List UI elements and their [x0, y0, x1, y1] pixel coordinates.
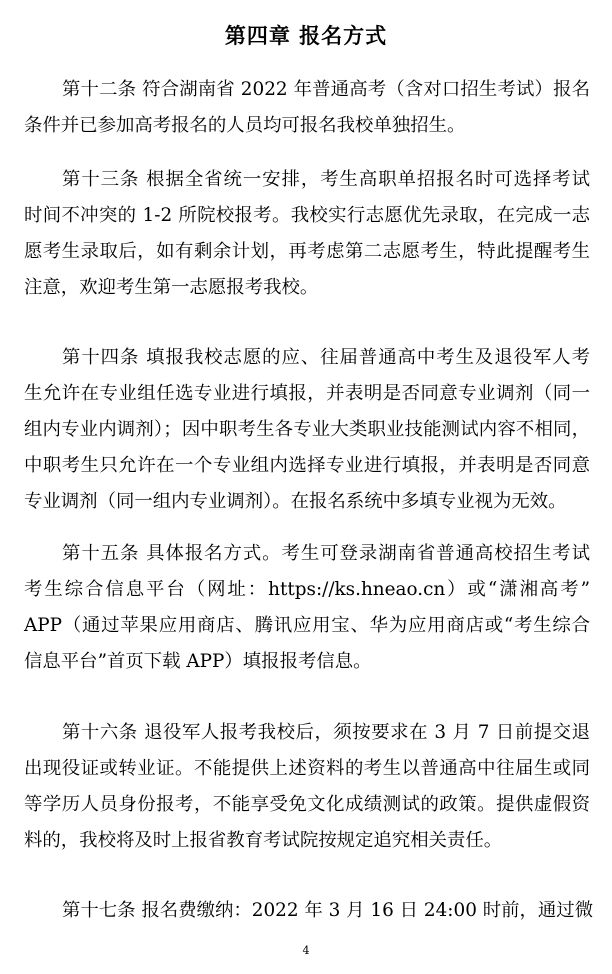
article-13 — [24, 162, 590, 306]
article-line: 第十五条 具体报名方式。考生可登录湖南省普通高校招生考试 — [62, 543, 590, 564]
page-number: 4 — [302, 944, 310, 957]
article-line: 第十七条 报名费缴纳：2022 年 3 月 16 日 24:00 时前，通过微 — [62, 900, 594, 921]
article-line: 信息平台”首页下载 APP）填报报考信息。 — [24, 651, 372, 672]
article-line: 出现役证或转业证。不能提供上述资料的考生以普通高中往届生或同 — [24, 758, 590, 779]
article-line: 中职考生只允许在一个专业组内选择专业进行填报，并表明是否同意 — [24, 455, 590, 476]
article-17 — [62, 893, 594, 929]
article-line: 考生综合信息平台（网址：https://ks.hneao.cn）或“潇湘高考” — [24, 579, 590, 600]
article-line: 条件并已参加高考报名的人员均可报名我校单独招生。 — [24, 115, 466, 136]
article-line: 第十二条 符合湖南省 2022 年普通高考（含对口招生考试）报名 — [62, 79, 590, 100]
article-line: 专业调剂（同一组内专业调剂）。在报名系统中多填专业视为无效。 — [24, 491, 567, 512]
article-line: 愿考生录取后，如有剩余计划，再考虑第二志愿考生，特此提醒考生 — [24, 241, 590, 262]
chapter-title: 第四章 报名方式 — [224, 24, 388, 48]
article-line: 注意，欢迎考生第一志愿报考我校。 — [24, 277, 319, 298]
article-16 — [24, 715, 590, 859]
article-line: 组内专业内调剂）；因中职考生各专业大类职业技能测试内容不相同， — [24, 419, 590, 440]
article-12 — [24, 72, 590, 144]
article-15 — [24, 536, 590, 680]
article-line: 第十六条 退役军人报考我校后，须按要求在 3 月 7 日前提交退 — [62, 722, 590, 743]
article-line: 第十四条 填报我校志愿的应、往届普通高中考生及退役军人考 — [62, 347, 590, 368]
article-line: 时间不冲突的 1-2 所院校报考。我校实行志愿优先录取，在完成一志 — [24, 205, 590, 226]
article-line: APP（通过苹果应用商店、腾讯应用宝、华为应用商店或“考生综合 — [24, 615, 590, 636]
article-line: 等学历人员身份报考，不能享受免文化成绩测试的政策。提供虚假资 — [24, 794, 590, 815]
article-14 — [24, 340, 590, 520]
article-line: 料的，我校将及时上报省教育考试院按规定追究相关责任。 — [24, 830, 503, 851]
article-line: 第十三条 根据全省统一安排，考生高职单招报名时可选择考试 — [62, 169, 590, 190]
article-line: 生允许在专业组任选专业进行填报，并表明是否同意专业调剂（同一 — [24, 383, 590, 404]
